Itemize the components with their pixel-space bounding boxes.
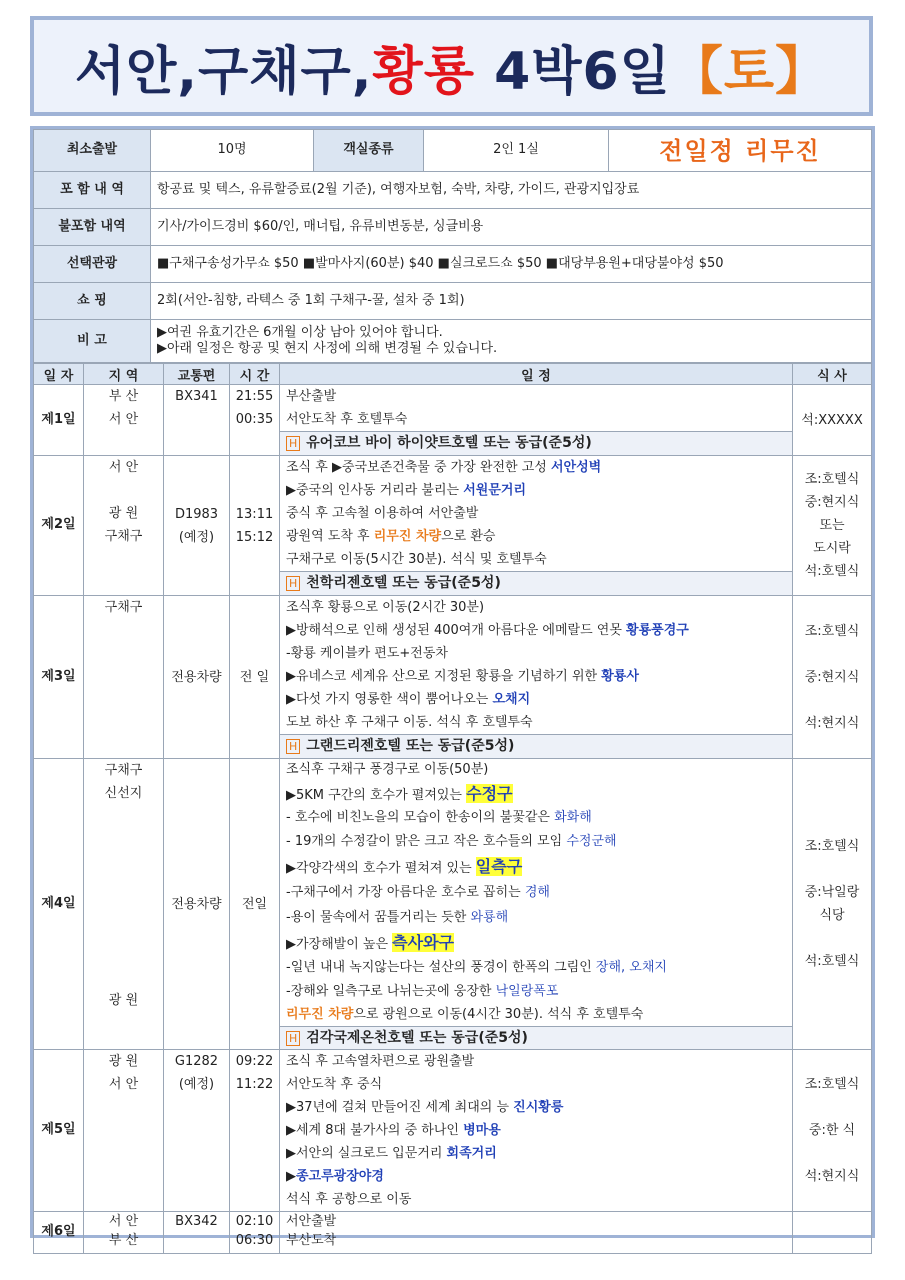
meal-value: 또는 — [819, 518, 845, 533]
itinerary-frame — [30, 126, 875, 1248]
line-text: - 19개의 수정갈이 맑은 크고 작은 호수들의 모임 — [286, 834, 567, 849]
itinerary-line — [280, 956, 792, 980]
itinerary-line — [280, 1165, 792, 1188]
title-part-4: 【토】 — [670, 41, 829, 102]
highlight-area: 일측구 — [475, 857, 523, 876]
page-title — [75, 29, 828, 104]
hotel-name: 천학리젠호텔 또는 동급(준5성) — [306, 575, 501, 591]
meal-value: 석:XXXXX — [801, 412, 863, 428]
time-cell — [230, 596, 280, 759]
title-part-3: 4박6일 — [474, 41, 671, 102]
highlight-area: 측사와구 — [392, 933, 454, 952]
hotel-line — [280, 734, 792, 758]
highlight-place: 낙일랑폭포 — [495, 984, 559, 999]
itinerary-cell — [280, 385, 793, 456]
itinerary-line: -황룡 케이블카 편도+전동차 — [286, 646, 448, 661]
meal-value: 석:현지식 — [804, 1169, 860, 1184]
itinerary-line — [280, 665, 792, 688]
itinerary-line — [280, 905, 792, 930]
highlight-place: 병마용 — [463, 1123, 501, 1138]
itinerary-line — [280, 479, 792, 502]
time-value: 13:11 — [235, 506, 274, 522]
itinerary-cell — [280, 1050, 793, 1212]
note-label: 비 고 — [34, 320, 151, 363]
meal-cell — [793, 385, 872, 456]
shop-value: 2회(서안-침향, 라텍스 중 1회 구채구-꿀, 설차 중 1회) — [151, 283, 872, 320]
time-cell — [230, 1212, 280, 1254]
itinerary-line: 조식후 구채구 풍경구로 이동(50분) — [286, 762, 489, 777]
time-cell — [230, 1050, 280, 1212]
day-row-5 — [34, 1050, 872, 1212]
day-row-6 — [34, 1212, 872, 1254]
transport-cell — [164, 596, 230, 759]
transport-cell — [164, 1212, 230, 1254]
meal-value: 석:현지식 — [804, 715, 860, 731]
itinerary-cell — [280, 456, 793, 596]
meal-value: 식당 — [819, 908, 845, 923]
highlight-place: 수정군해 — [566, 834, 617, 849]
place-name: 광 원 — [108, 1054, 139, 1069]
itinerary-line: 부산도착 — [286, 1233, 337, 1248]
itinerary-line — [280, 1004, 792, 1026]
option-value: ■구채구송성가무쇼 $50 ■발마사지(60분) $40 ■실크로드쇼 $50 ■대당부용원+대당불야성 $50 — [151, 246, 872, 283]
time-value: 00:35 — [235, 412, 274, 427]
hotel-icon: H — [286, 1031, 300, 1046]
highlight-limo: 리무진 차량 — [373, 529, 442, 544]
time-value: 09:22 — [235, 1054, 274, 1069]
highlight-place: 서원문거리 — [463, 483, 527, 498]
time-value: 전일 — [241, 896, 268, 912]
hotel-name: 그랜드리젠호텔 또는 동급(준5성) — [306, 738, 515, 754]
min-value: 10명 — [151, 130, 314, 172]
hotel-line — [280, 1026, 792, 1049]
itinerary-line: 석식 후 공항으로 이동 — [286, 1192, 412, 1207]
place-cell — [84, 385, 164, 456]
place-cell — [84, 456, 164, 596]
itinerary-line: 구채구로 이동(5시간 30분). 석식 및 호텔투숙 — [286, 552, 547, 567]
day-row-1 — [34, 385, 872, 456]
itinerary-line — [280, 619, 792, 642]
itinerary-line: 조식후 황룡으로 이동(2시간 30분) — [286, 600, 485, 615]
option-label: 선택관광 — [34, 246, 151, 283]
meal-value: 석:호텔식 — [804, 564, 860, 579]
itinerary-line — [280, 1096, 792, 1119]
highlight-place: 서안성벽 — [550, 460, 602, 475]
place-name: 구채구 — [104, 763, 143, 778]
shop-label: 쇼 핑 — [34, 283, 151, 320]
meal-value: 석:호텔식 — [804, 954, 860, 969]
day-row-4 — [34, 759, 872, 1050]
place-name: 구채구 — [104, 600, 143, 615]
itinerary-line: 도보 하산 후 구채구 이동. 석식 후 호텔투숙 — [286, 715, 533, 730]
day-label: 제2일 — [34, 456, 84, 596]
flight-number: BX342 — [175, 1214, 218, 1229]
place-name: 서 안 — [108, 460, 139, 475]
itinerary-line — [280, 781, 792, 806]
line-text: 으로 환승 — [441, 529, 496, 544]
day-label: 제5일 — [34, 1050, 84, 1212]
vehicle: 전용차량 — [171, 896, 222, 912]
highlight-place: 화화해 — [554, 810, 592, 825]
line-text: -일년 내내 녹지않는다는 설산의 풍경이 한폭의 그림인 — [286, 960, 596, 975]
header-itinerary: 일 정 — [280, 364, 793, 385]
line-text: ▶서안의 실크로드 입문거리 — [286, 1146, 447, 1161]
line-text: 으로 광원으로 이동(4시간 30분). 석식 후 호텔투숙 — [353, 1007, 644, 1022]
place-name: 광 원 — [108, 506, 139, 521]
highlight-place: 오채지 — [492, 692, 531, 707]
header-time: 시 간 — [230, 364, 280, 385]
train-note: (예정) — [178, 529, 215, 545]
line-text: 조식 후 ▶중국보존건축물 중 가장 완전한 고성 — [286, 460, 551, 475]
line-text: ▶방해석으로 인해 생성된 400여개 아름다운 에메랄드 연못 — [286, 623, 627, 638]
hotel-icon: H — [286, 739, 300, 754]
itinerary-line — [280, 930, 792, 956]
itinerary-line: 서안도착 후 호텔투숙 — [286, 412, 408, 427]
itinerary-line — [280, 854, 792, 880]
flight-number: BX341 — [175, 389, 218, 404]
itinerary-line — [280, 980, 792, 1004]
place-cell — [84, 759, 164, 1050]
itinerary-line — [280, 525, 792, 548]
place-name: 신선지 — [104, 786, 143, 801]
header-day: 일 자 — [34, 364, 84, 385]
time-cell — [230, 456, 280, 596]
itinerary-line — [280, 1142, 792, 1165]
place-name: 부 산 — [108, 389, 139, 404]
time-value: 21:55 — [235, 389, 274, 404]
hotel-line — [280, 571, 792, 595]
meal-value: 중:현지식 — [804, 669, 860, 685]
itinerary-line — [280, 1119, 792, 1142]
line-text: -구채구에서 가장 아름다운 호수로 꼽히는 — [286, 885, 525, 900]
line-text: -용이 물속에서 꿈틀거리는 듯한 — [286, 910, 471, 925]
itinerary-line: 서안도착 후 중식 — [286, 1077, 383, 1092]
day-label: 제6일 — [34, 1212, 84, 1254]
highlight-place: 회족거리 — [446, 1146, 497, 1161]
highlight-place: 황룡풍경구 — [626, 623, 689, 638]
include-label: 포 함 내 역 — [34, 172, 151, 209]
line-text: ▶5KM 구간의 호수가 펼져있는 — [286, 788, 467, 803]
itinerary-line: 부산출발 — [286, 389, 337, 404]
meal-cell — [793, 596, 872, 759]
vehicle: 전용차량 — [171, 669, 222, 685]
meal-value: 조:호텔식 — [804, 623, 860, 639]
time-value: 02:10 — [235, 1214, 274, 1229]
line-text: -장해와 일측구로 나뉘는곳에 웅장한 — [286, 984, 496, 999]
note-line-1: ▶여권 유효기간은 6개월 이상 남아 있어야 합니다. — [157, 324, 443, 340]
train-number: D1983 — [174, 506, 219, 522]
min-label: 최소출발 — [34, 130, 151, 172]
meal-cell — [793, 1212, 872, 1254]
highlight-place: 진시황릉 — [513, 1100, 564, 1115]
itinerary-cell — [280, 596, 793, 759]
hotel-name: 유어코브 바이 하이얏트호텔 또는 동급(준5성) — [306, 435, 592, 451]
time-value: 06:30 — [235, 1233, 274, 1248]
line-text: ▶세계 8대 불가사의 중 하나인 — [286, 1123, 464, 1138]
transport-cell — [164, 1050, 230, 1212]
time-cell — [230, 759, 280, 1050]
time-value: 전 일 — [239, 669, 270, 685]
hotel-icon: H — [286, 436, 300, 451]
highlight-area: 수정구 — [466, 784, 513, 803]
transport-cell — [164, 456, 230, 596]
itinerary-line: 서안출발 — [286, 1214, 337, 1229]
header-meal: 식 사 — [793, 364, 872, 385]
day-row-3 — [34, 596, 872, 759]
highlight-place: 경해 — [524, 885, 550, 900]
line-text: 광원역 도착 후 — [286, 529, 374, 544]
itinerary-line: 조식 후 고속열차편으로 광원출발 — [286, 1054, 475, 1069]
place-name: 서 안 — [108, 1077, 139, 1092]
line-text: ▶다섯 가지 영롱한 색이 뿜어나오는 — [286, 692, 493, 707]
itinerary-line — [280, 456, 792, 479]
meal-value: 중:한 식 — [808, 1123, 856, 1138]
place-name: 부 산 — [108, 1233, 139, 1248]
line-text: ▶유네스코 세계유 산으로 지정된 황룡을 기념하기 위한 — [286, 669, 602, 684]
itinerary-line — [280, 830, 792, 854]
header-place: 지 역 — [84, 364, 164, 385]
transport-cell — [164, 385, 230, 456]
schedule-table — [33, 363, 872, 1254]
meal-cell — [793, 456, 872, 596]
line-text: ▶37년에 걸쳐 만들어진 세계 최대의 능 — [286, 1100, 514, 1115]
place-cell — [84, 1050, 164, 1212]
place-name: 광 원 — [108, 993, 139, 1008]
exclude-value: 기사/가이드경비 $60/인, 매너팁, 유류비변동분, 싱글비용 — [151, 209, 872, 246]
itinerary-line — [280, 688, 792, 711]
highlight-limo: 리무진 차량 — [286, 1007, 354, 1022]
day-label: 제1일 — [34, 385, 84, 456]
line-text: ▶ — [286, 1169, 296, 1184]
meal-value: 중:현지식 — [804, 495, 860, 510]
place-name: 서 안 — [108, 1214, 139, 1229]
time-value: 15:12 — [235, 529, 274, 545]
exclude-label: 불포함 내역 — [34, 209, 151, 246]
highlight-place: 장해, 오채지 — [595, 960, 667, 975]
line-text: ▶중국의 인사동 거리라 불리는 — [286, 483, 464, 498]
day-label: 제3일 — [34, 596, 84, 759]
itinerary-cell — [280, 1212, 793, 1254]
meal-value: 조:호텔식 — [804, 1077, 860, 1092]
room-label: 객실종류 — [314, 130, 424, 172]
day-row-2 — [34, 456, 872, 596]
meal-cell — [793, 1050, 872, 1212]
meal-value: 조:호텔식 — [804, 839, 860, 854]
highlight-place: 황룡사 — [601, 669, 639, 684]
title-banner — [30, 16, 873, 116]
time-value: 11:22 — [235, 1077, 274, 1092]
itinerary-cell — [280, 759, 793, 1050]
include-value: 항공료 및 텍스, 유류할증료(2월 기준), 여행자보험, 숙박, 차량, 가이드, 관광지입장료 — [151, 172, 872, 209]
info-table — [33, 129, 872, 363]
meal-value: 조:호텔식 — [804, 472, 860, 487]
hotel-line — [280, 431, 792, 455]
place-cell — [84, 596, 164, 759]
line-text: ▶각양각색의 호수가 펼쳐져 있는 — [286, 861, 476, 876]
transport-cell — [164, 759, 230, 1050]
highlight-place: 종고루광장야경 — [296, 1169, 384, 1184]
itinerary-line: 중식 후 고속철 이용하여 서안출발 — [286, 506, 479, 521]
note-value — [151, 320, 872, 363]
title-part-1: 서안,구채구, — [74, 41, 373, 102]
room-value: 2인 1실 — [424, 130, 609, 172]
hotel-icon: H — [286, 576, 300, 591]
meal-value: 중:낙일랑 — [804, 885, 860, 900]
place-cell — [84, 1212, 164, 1254]
day-label: 제4일 — [34, 759, 84, 1050]
itinerary-line — [280, 880, 792, 905]
title-part-2: 황룡 — [372, 41, 475, 102]
hotel-name: 검각국제온천호텔 또는 동급(준5성) — [306, 1030, 528, 1046]
place-name: 서 안 — [108, 412, 139, 427]
meal-value: 도시락 — [813, 541, 851, 556]
note-line-2: ▶아래 일정은 항공 및 현지 사정에 의해 변경될 수 있습니다. — [157, 341, 498, 356]
meal-cell — [793, 759, 872, 1050]
highlight-place: 와룡해 — [470, 910, 509, 925]
time-cell — [230, 385, 280, 456]
train-number: G1282 — [174, 1054, 219, 1069]
limo-banner: 전일정 리무진 — [609, 130, 872, 172]
header-transport: 교통편 — [164, 364, 230, 385]
train-note: (예정) — [178, 1077, 215, 1092]
line-text: - 호수에 비친노을의 모습이 한송이의 불꽃같은 — [286, 810, 555, 825]
itinerary-line — [280, 806, 792, 830]
place-name: 구채구 — [104, 529, 143, 544]
line-text: ▶가장해발이 높은 — [286, 937, 393, 952]
